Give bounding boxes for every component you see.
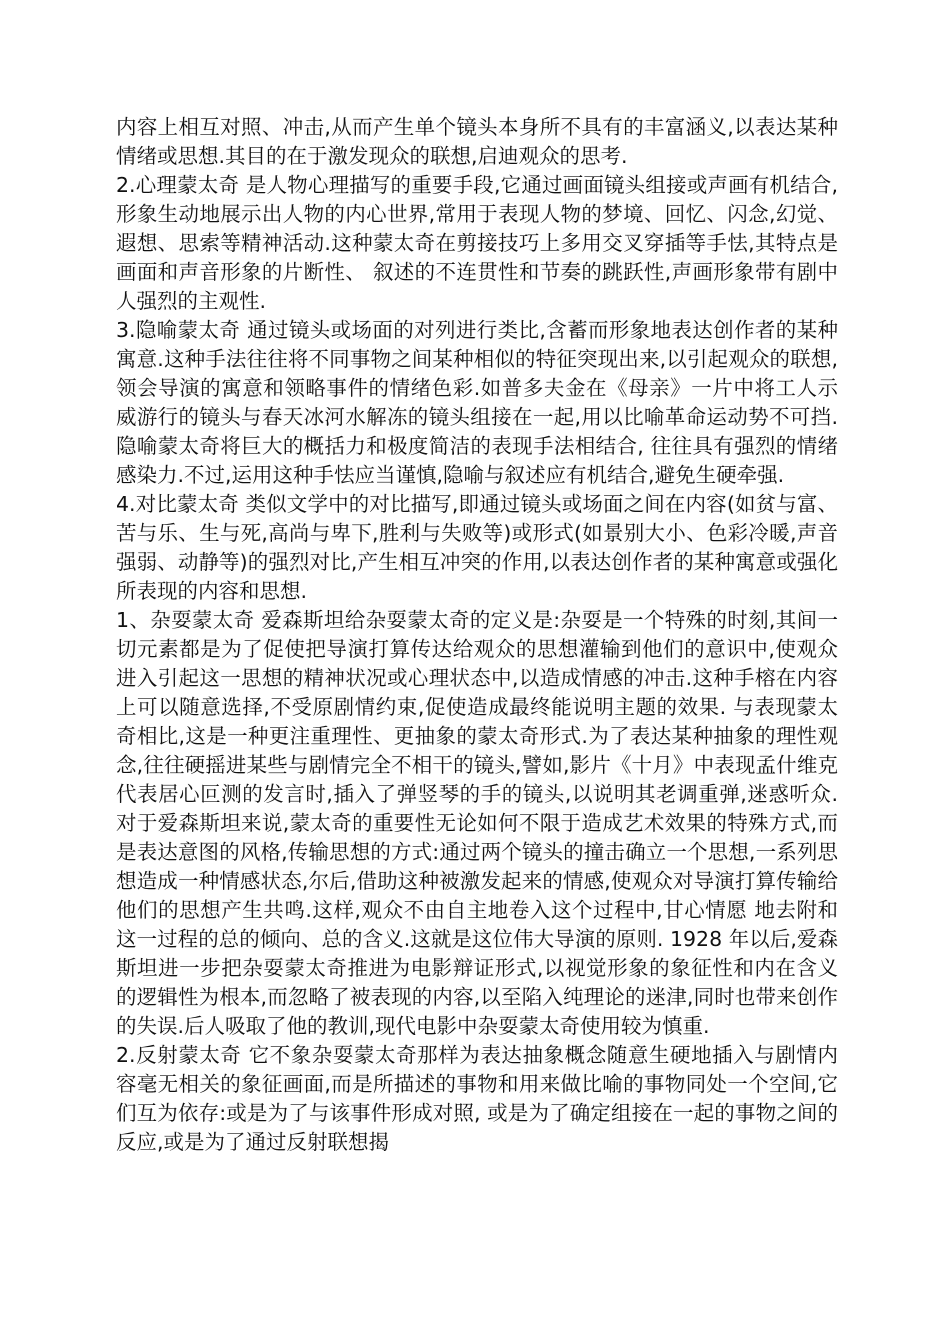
paragraph-reflex-montage: 2.反射蒙太奇 它不象杂耍蒙太奇那样为表达抽象概念随意生硬地插入与剧情内容毫无相关的象征画面,而是所描述的事物和用来做比喻的事物同处一个空间,它们互为依存:或是为了与该事件形成对照, 或是为了确定组接在一起的事物之间的反应,或是为了通过反射联想揭 bbox=[116, 1043, 838, 1154]
paragraph-attraction-montage: 1、杂耍蒙太奇 爱森斯坦给杂耍蒙太奇的定义是:杂耍是一个特殊的时刻,其间一切元素都是为了促使把导演打算传达给观众的思想灌输到他们的意识中,使观众进入引起这一思想的精神状况或心理状态中,以造成情感的冲击.这种手榕在内容上可以随意选择,不受原剧情约束,促使造成最终能说明主题的效果. 与表现蒙太奇相比,这是一种更注重理性、更抽象的蒙太奇形式.为了表达某种抽象的理性观念,往往硬摇进某些与剧情完全不相干的镜头,譬如,影片《十月》中表现孟什维克代表居心叵测的发言时,插入了弹竖琴的手的镜头,以说明其老调重弹,迷惑听众. 对于爱森斯坦来说,蒙太奇的重要性无论如何不限于造成艺术效果的特殊方式,而是表达意图的风格,传输思想的方式:通过两个镜头的撞击确立一个思想,一系列思想造成一种情感状态,尔后,借助这种被激发起来的情感,使观众对导演打算传输给他们的思想产生共鸣.这样,观众不由自主地卷入这个过程中,甘心情愿 地去附和这一过程的总的倾向、总的含义.这就是这位伟大导演的原则. 1928 年以后,爱森斯坦进一步把杂耍蒙太奇推进为电影辩证形式,以视觉形象的象征性和内在含义的逻辑性为根本,而忽略了被表现的内容,以至陷入纯理论的迷津,同时也带来创作的失误.后人吸取了他的教训,现代电影中杂耍蒙太奇使用较为慎重. bbox=[116, 608, 838, 1038]
paragraph-contrast-montage: 4.对比蒙太奇 类似文学中的对比描写,即通过镜头或场面之间在内容(如贫与富、苦与乐、生与死,高尚与卑下,胜利与失败等)或形式(如景别大小、色彩冷暖,声音强弱、动静等)的强烈对比,产生相互冲突的作用,以表达创作者的某种寓意或强化所表现的内容和思想. bbox=[116, 492, 838, 603]
paragraph-intro: 内容上相互对照、冲击,从而产生单个镜头本身所不具有的丰富涵义,以表达某种情绪或思想.其目的在于激发现众的联想,启迪观众的思考. bbox=[116, 115, 838, 168]
document-body bbox=[116, 113, 838, 1157]
paragraph-psychological-montage: 2.心理蒙太奇 是人物心理描写的重要手段,它通过画面镜头组接或声画有机结合,形象生动地展示出人物的内心世界,常用于表现人物的梦境、回忆、闪念,幻觉、遐想、思索等精神活动.这种蒙太奇在剪接技巧上多用交叉穿插等手怯,其特点是画面和声音形象的片断性、 叙述的不连贯性和节奏的跳跃性,声画形象带有剧中人强烈的主观性. bbox=[116, 173, 838, 313]
paragraph-metaphor-montage: 3.隐喻蒙太奇 通过镜头或场面的对列进行类比,含蓄而形象地表达创作者的某种寓意.这种手法往往将不同事物之间某种相似的特征突现出来,以引起观众的联想,领会导演的寓意和领略事件的情绪色彩.如普多夫金在《母亲》一片中将工人示威游行的镜头与春天冰河水解冻的镜头组接在一起,用以比喻革命运动势不可挡. 隐喻蒙太奇将巨大的概括力和极度简洁的表现手法相结合, 往往具有强烈的情绪感染力.不过,运用这种手怯应当谨慎,隐喻与叙述应有机结合,避免生硬牵强. bbox=[116, 318, 838, 487]
